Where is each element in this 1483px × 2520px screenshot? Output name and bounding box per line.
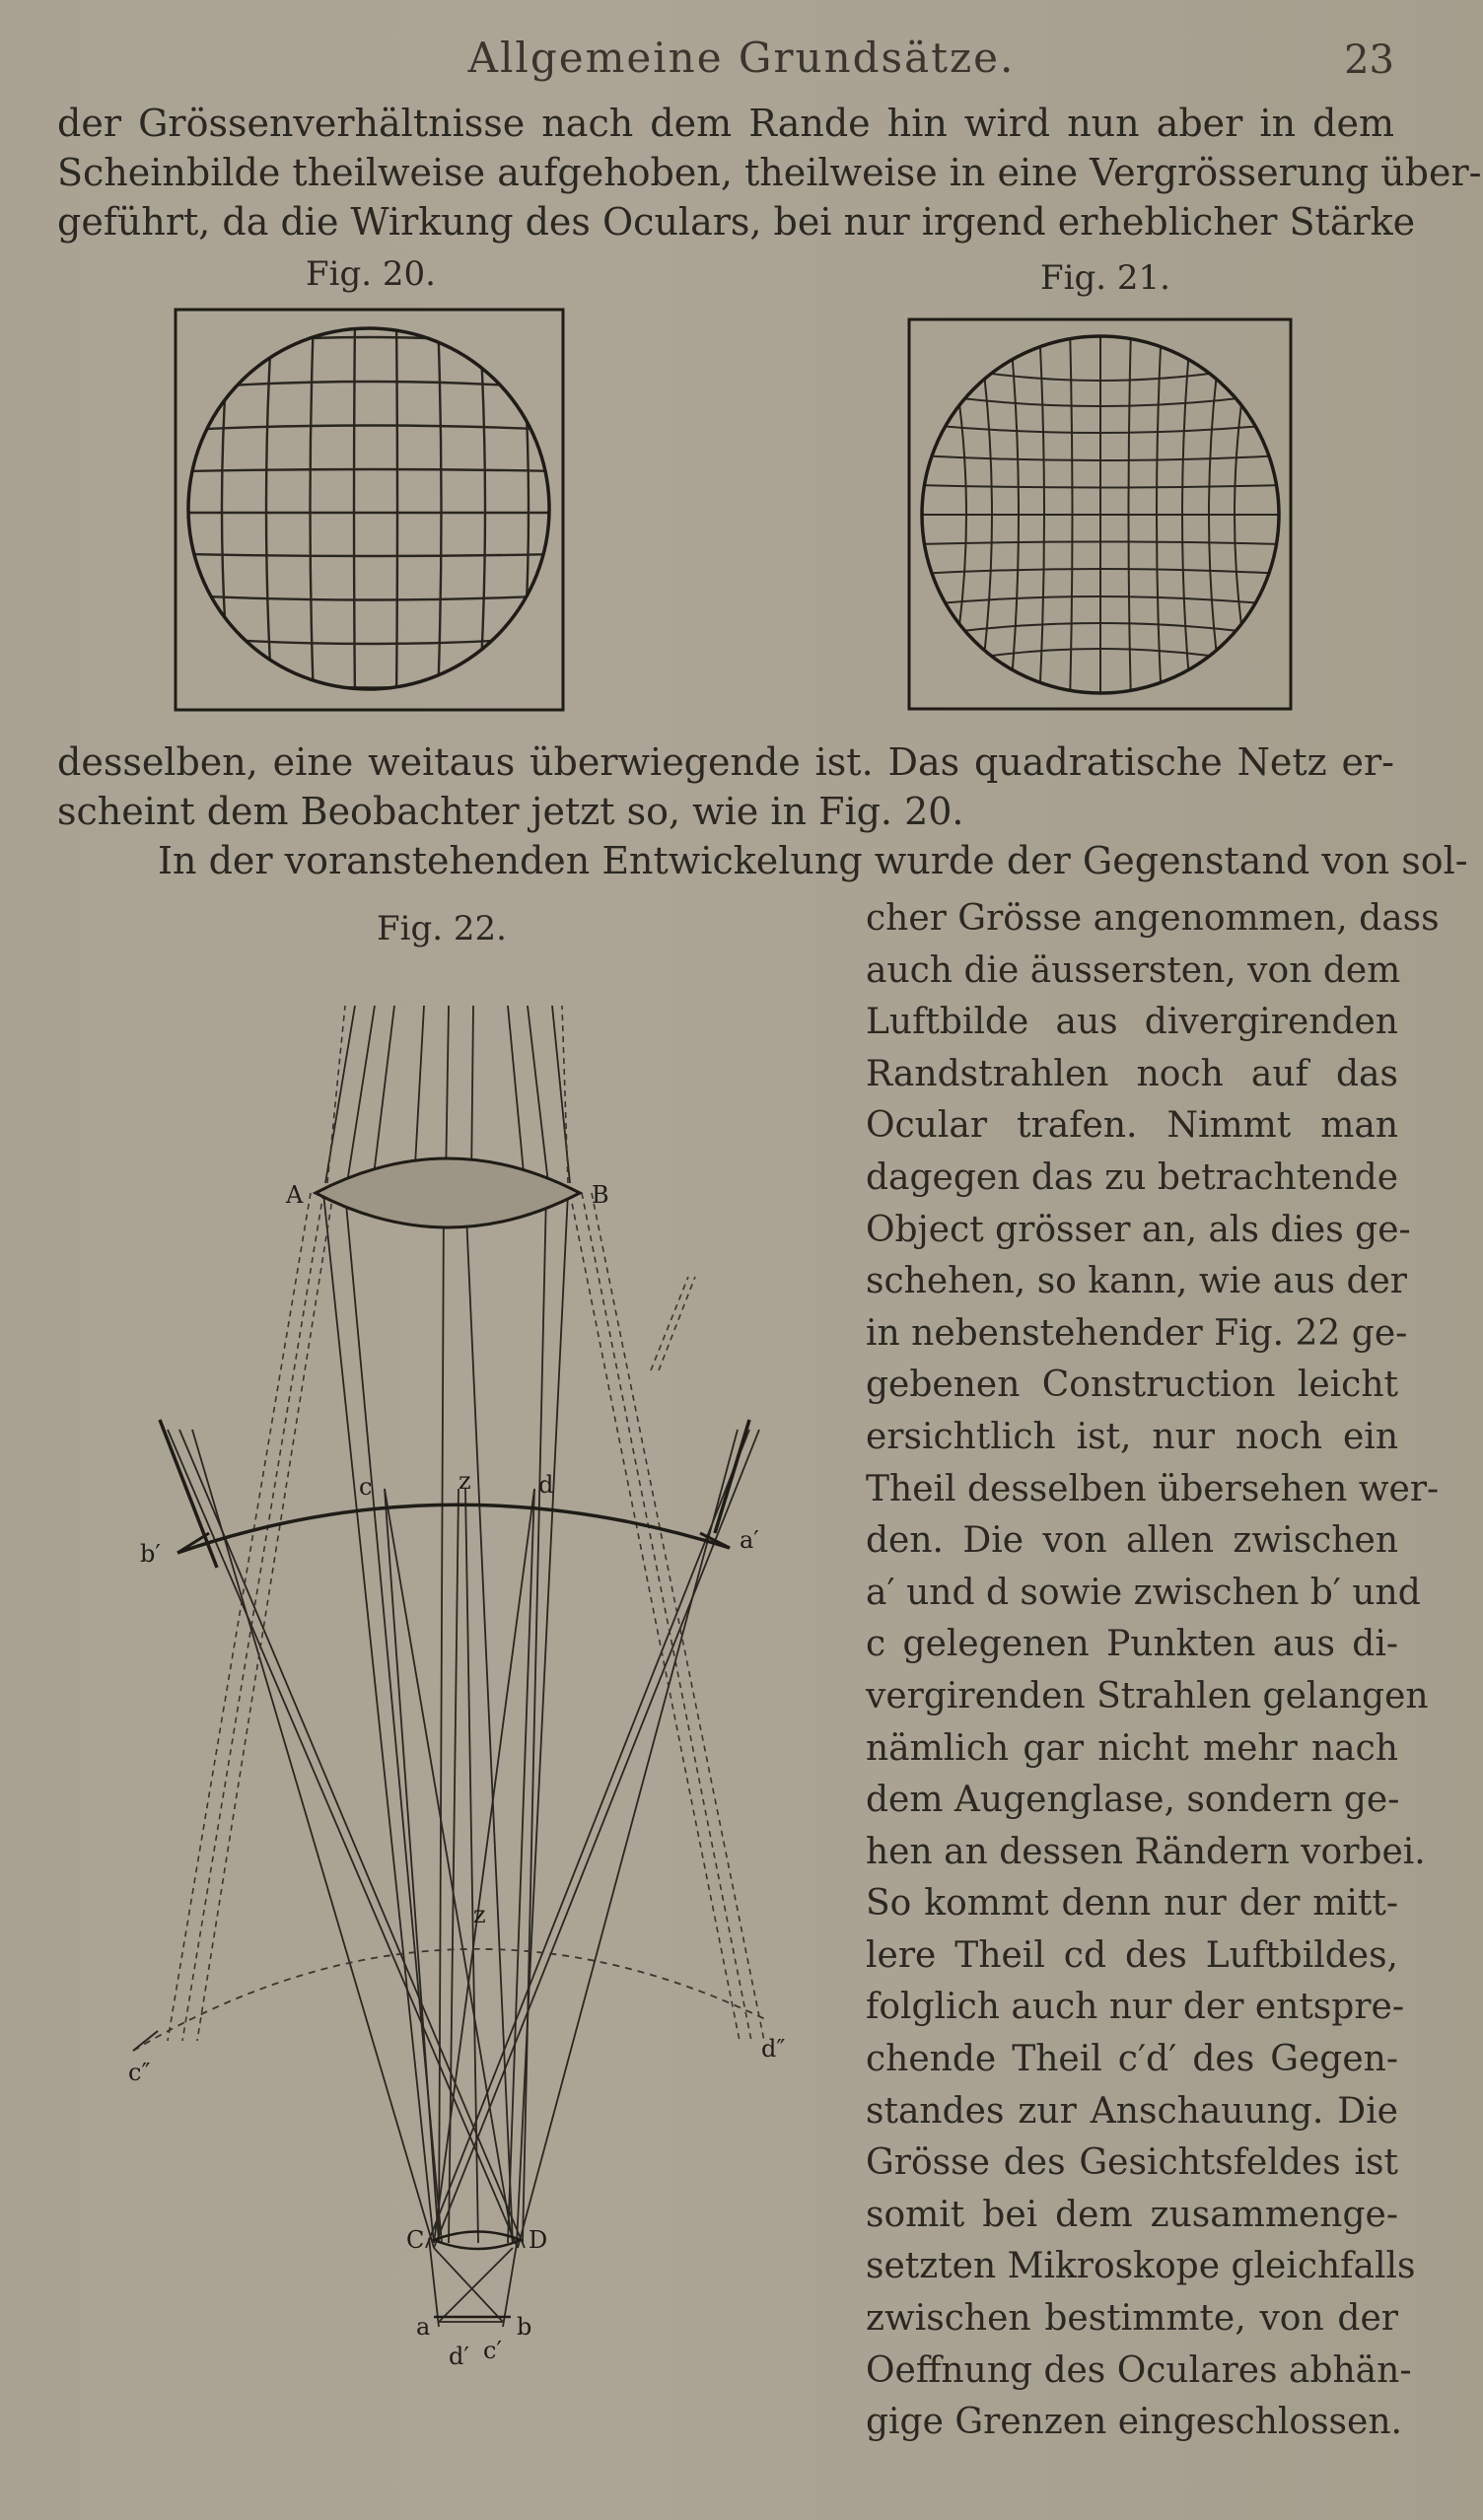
label-B: B <box>592 1181 609 1209</box>
text-line: gige Grenzen eingeschlossen. <box>866 2402 1402 2443</box>
label-a-prime: a′ <box>740 1526 759 1554</box>
text-line: hen an dessen Rändern vorbei. <box>866 1831 1426 1872</box>
text-line: folglich auch nur der entspre- <box>866 1987 1404 2028</box>
top-paragraph <box>57 99 1482 246</box>
label-C: C <box>406 2226 425 2254</box>
text-line: gebenen Construction leicht <box>866 1365 1398 1406</box>
label-z: z <box>459 1467 471 1495</box>
label-b: b <box>517 2313 532 2341</box>
label-c-prime: c′ <box>483 2337 502 2364</box>
text-line: Object grösser an, als dies ge- <box>866 1209 1411 1250</box>
label-c: c <box>359 1473 373 1501</box>
text-line: Oeffnung des Oculares abhän- <box>866 2349 1412 2391</box>
text-line: setzten Mikroskope gleichfalls <box>866 2246 1416 2287</box>
text-line: den. Die von allen zwischen <box>866 1520 1398 1562</box>
text-line: desselben, eine weitaus überwiegende ist. Das quadratische Netz er- <box>57 740 1394 784</box>
text-line: Randstrahlen noch auf das <box>866 1053 1398 1094</box>
page-number: 23 <box>1344 37 1394 83</box>
text-line: in nebenstehender Fig. 22 ge- <box>866 1312 1408 1354</box>
right-column-text <box>866 893 1440 2449</box>
text-line: lere Theil cd des Luftbildes, <box>866 1934 1398 1976</box>
text-line: Ocular trafen. Nimmt man <box>866 1105 1398 1147</box>
fig21-caption: Fig. 21. <box>1040 258 1170 298</box>
fig20-pincushion-net <box>174 308 566 714</box>
label-d-double-prime: d″ <box>761 2035 786 2063</box>
running-title: Allgemeine Grundsätze. <box>467 34 1016 82</box>
label-d-prime: d′ <box>449 2343 469 2370</box>
label-z2: z <box>473 1901 486 1928</box>
text-line: Luftbilde aus divergirenden <box>866 1002 1398 1043</box>
fig21-barrel-net <box>907 317 1294 712</box>
text-line: nämlich gar nicht mehr nach <box>866 1727 1398 1769</box>
text-line: somit bei dem zusammenge- <box>866 2194 1398 2235</box>
text-line: Grösse des Gesichtsfeldes ist <box>866 2142 1398 2184</box>
text-line: chende Theil c′d′ des Gegen- <box>866 2039 1398 2080</box>
text-line: ersichtlich ist, nur noch ein <box>866 1416 1398 1457</box>
text-line: In der voranstehenden Entwickelung wurde der Gegenstand von sol- <box>158 839 1468 882</box>
middle-paragraph <box>57 737 1468 885</box>
text-line: Theil desselben übersehen wer- <box>866 1468 1440 1509</box>
text-line: So kommt denn nur der mitt- <box>866 1883 1398 1925</box>
text-line: vergirenden Strahlen gelangen <box>866 1675 1429 1716</box>
text-line: dem Augenglase, sondern ge- <box>866 1780 1400 1821</box>
label-b-prime: b′ <box>140 1540 161 1568</box>
running-header <box>0 30 1483 89</box>
text-line: Scheinbilde theilweise aufgehoben, theilweise in eine Vergrösserung über- <box>57 151 1482 194</box>
text-line: dagegen das zu betrachtende <box>866 1156 1398 1198</box>
text-line: auch die äussersten, von dem <box>866 949 1401 991</box>
label-D: D <box>529 2226 548 2254</box>
text-line: scheint dem Beobachter jetzt so, wie in Fig. 20. <box>57 790 964 833</box>
text-line: c gelegenen Punkten aus di- <box>866 1624 1398 1665</box>
text-line: geführt, da die Wirkung des Oculars, bei nur irgend erheblicher Stärke <box>57 200 1416 244</box>
text-line: zwischen bestimmte, von der <box>866 2298 1398 2340</box>
label-c-double-prime: c″ <box>128 2059 151 2086</box>
fig20-caption: Fig. 20. <box>306 254 436 294</box>
text-line: standes zur Anschauung. Die <box>866 2090 1398 2132</box>
label-a: a <box>416 2313 431 2341</box>
fig22-caption: Fig. 22. <box>377 909 507 948</box>
label-d: d <box>538 1471 554 1499</box>
fig22-ray-diagram <box>99 996 828 2376</box>
text-line: der Grössenverhältnisse nach dem Rande hin wird nun aber in dem <box>57 102 1394 145</box>
label-A: A <box>286 1181 304 1209</box>
text-line: a′ und d sowie zwischen b′ und <box>866 1572 1421 1613</box>
text-line: schehen, so kann, wie aus der <box>866 1261 1408 1302</box>
text-line: cher Grösse angenommen, dass <box>866 898 1440 939</box>
